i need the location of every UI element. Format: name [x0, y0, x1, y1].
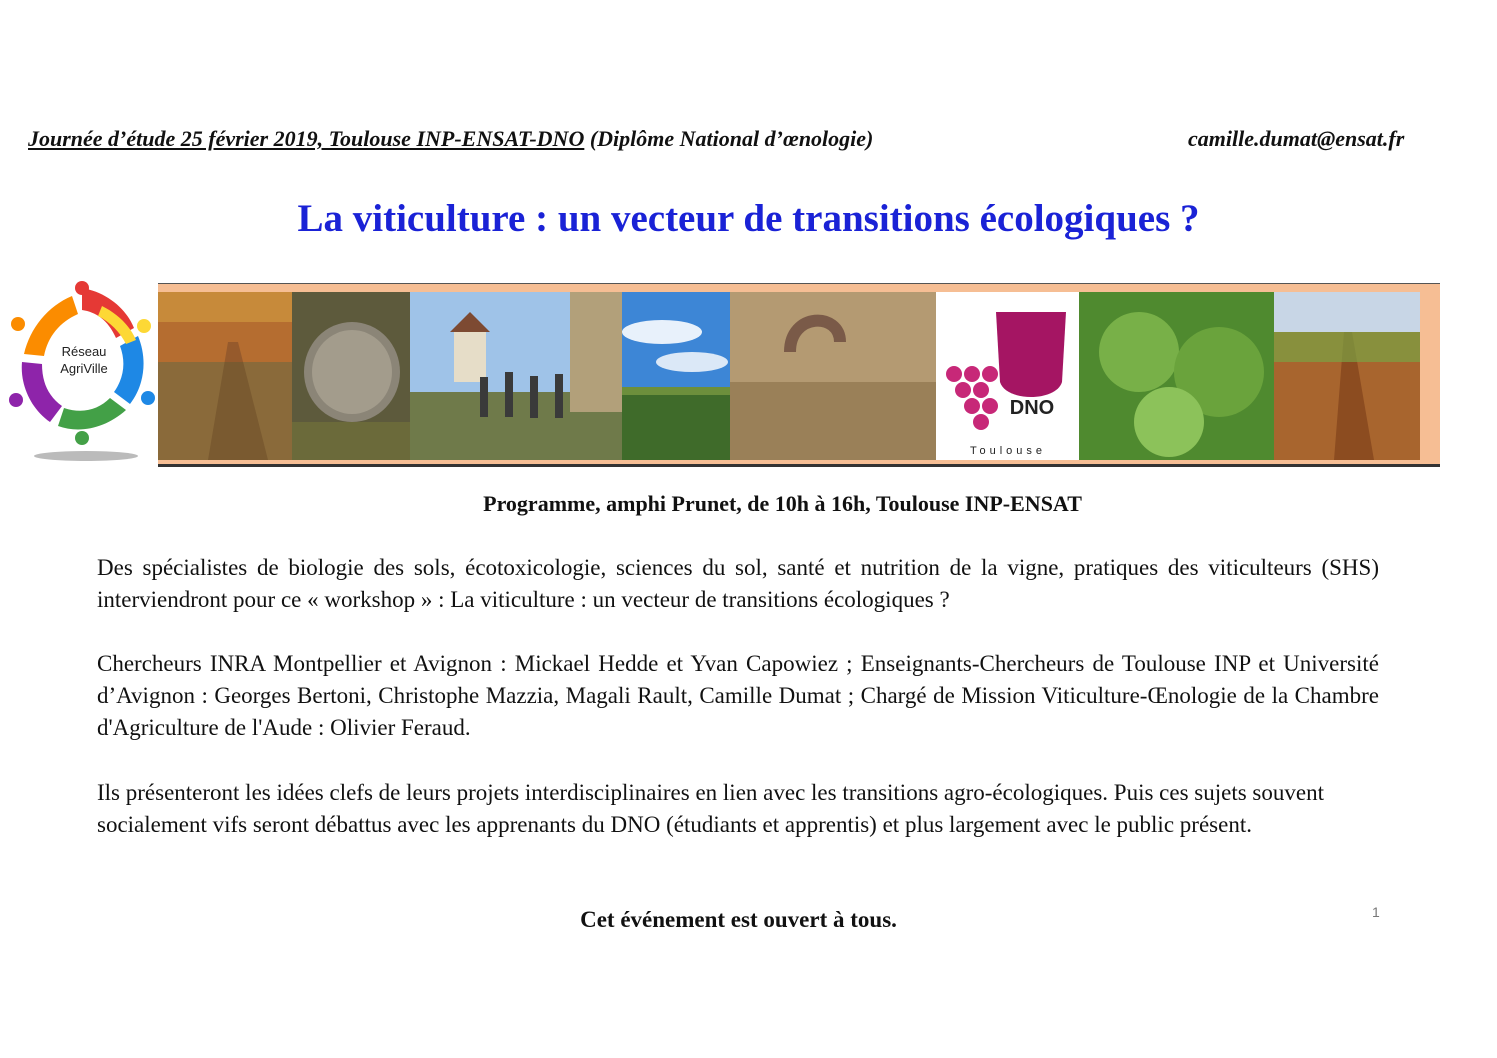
- group-visit-photo: [410, 292, 622, 460]
- vineyard-autumn-photo: [158, 292, 292, 460]
- photo-banner: [158, 283, 1440, 467]
- reseau-agriville-logo: [6, 278, 158, 463]
- dno-logo-city: Toulouse: [969, 445, 1047, 457]
- logo-line-1: Réseau: [61, 344, 107, 359]
- hedgehog-photo: [292, 292, 410, 460]
- earthworm-soil-photo: [730, 292, 936, 460]
- open-event-note: Cet événement est ouvert à tous.: [580, 907, 897, 932]
- dno-toulouse-logo: [936, 292, 1079, 460]
- presentation-paragraph: Ils présenteront les idées clefs de leurs projets interdisciplinaires en lien avec les transitions agro-écologiques. Puis ces sujets souvent socialement vifs seront débattus avec les apprenants du DNO (étudiants et apprentis) et plus largement avec le public présent.: [97, 780, 1324, 837]
- contact-email[interactable]: camille.dumat@ensat.fr: [1188, 126, 1405, 151]
- vine-leaves-photo: [1079, 292, 1274, 460]
- speakers-paragraph: Chercheurs INRA Montpellier et Avignon : Mickael Hedde et Yvan Capowiez ; Enseignants-Chercheurs de Toulouse INP et Université d’Avignon : Georges Bertoni, Christophe Mazzia, Magali Rault, Camille Dumat ; Chargé de Mission Viticulture-Œnologie de la Chambre d'Agriculture de l'Aude : Olivier Feraud.: [97, 651, 1379, 740]
- event-diploma: (Diplôme National d’œnologie): [584, 126, 874, 151]
- programme-heading: Programme, amphi Prunet, de 10h à 16h, Toulouse INP-ENSAT: [483, 491, 1082, 516]
- page-number: 1: [1372, 904, 1380, 920]
- event-date-location: Journée d’étude 25 février 2019, Toulouse INP-ENSAT-DNO: [28, 126, 585, 151]
- page-title: La viticulture : un vecteur de transitions écologiques ?: [297, 197, 1200, 240]
- event-header: [28, 126, 1478, 152]
- vineyard-rows-photo: [1274, 292, 1420, 460]
- logo-line-2: AgriVille: [60, 361, 108, 376]
- sky-vineyard-photo: [622, 292, 730, 460]
- intro-paragraph: Des spécialistes de biologie des sols, écotoxicologie, sciences du sol, santé et nutrition de la vigne, pratiques des viticulteurs (SHS) interviendront pour ce « workshop » : La viticulture : un vecteur de transitions écologiques ?: [97, 555, 1379, 612]
- dno-logo-text: DNO: [1009, 397, 1055, 419]
